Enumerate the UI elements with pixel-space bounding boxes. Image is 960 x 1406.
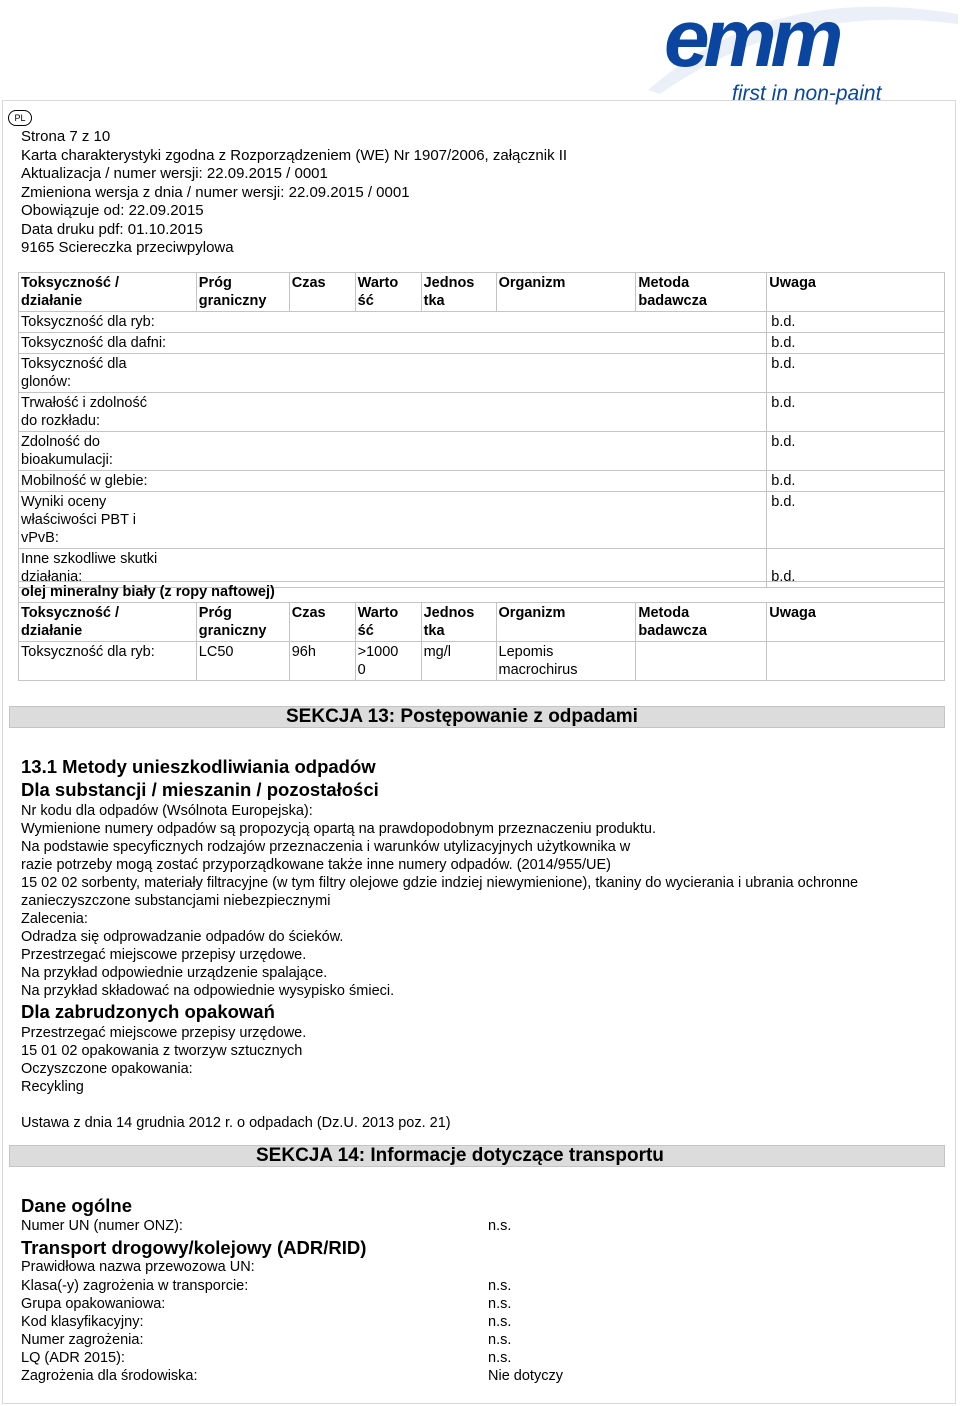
packaging-text-block: Przestrzegać miejscowe przepisy urzędowe. 15 01 02 opakowania z tworzyw sztucznych Oczyszczone opakowania: Recykling xyxy=(21,1025,307,1095)
print-date-line: Data druku pdf: 01.10.2015 xyxy=(21,220,203,238)
update-line: Aktualizacja / numer wersji: 22.09.2015 / 0001 xyxy=(21,165,328,182)
col-header-note: Uwaga xyxy=(767,273,945,312)
environmental-hazard-value: Nie dotyczy xyxy=(488,1368,563,1384)
table-header-row xyxy=(19,273,945,312)
hazard-class-label: Klasa(-y) zagrożenia w transporcie: xyxy=(21,1278,249,1294)
col-header-organism: Organizm xyxy=(496,273,636,312)
un-number-label: Numer UN (numer ONZ): xyxy=(21,1218,183,1234)
waste-act-reference: Ustawa z dnia 14 grudnia 2012 r. o odpadach (Dz.U. 2013 poz. 21) xyxy=(21,1115,451,1131)
general-data-title: Dane ogólne xyxy=(21,1195,133,1216)
table-row: Trwałość i zdolność do rozkładu: b.d. xyxy=(19,393,945,432)
col-header-unit: Jednos tka xyxy=(421,273,496,312)
product-name: 9165 Sciereczka przeciwpylowa xyxy=(21,239,234,256)
waste-text-block: Nr kodu dla odpadów (Wsólnota Europejska): Wymienione numery odpadów są propozycją opartą na prawdopodobnym przeznaczeniu produktu. Na podstawie specyficznych rodzajów przeznaczenia i warunków utylizacyjnych użytkownika w razie potrzeby mogą zostać przyporządkowane także inne numery odpadów. (2014/955/UE) 15 02 02 sorbenty, materiały filtracyjne (w tym filtry olejowe gdzie indziej niewymienione), tkaniny do wycierania i ubrania ochronne zanieczyszczone substancjami niebezpiecznymi Zalecenia: Odradza się odprowadzanie odpadów do ścieków. Przestrzegać miejscowe przepisy urzędowe. Na przykład odpowiednie urządzenie spalające. Na przykład składować na odpowiednie wysypisko śmieci. xyxy=(21,803,859,999)
table-row: Toksyczność dla ryb: LC50 96h >1000 0 mg/l Lepomis macrochirus xyxy=(19,642,945,681)
language-badge: PL xyxy=(8,110,32,126)
changed-line: Zmieniona wersja z dnia / numer wersji: 22.09.2015 / 0001 xyxy=(21,183,410,201)
col-header-effect: Toksyczność / działanie xyxy=(19,273,197,312)
shipping-name-label: Prawidłowa nazwa przewozowa UN: xyxy=(21,1259,255,1275)
logo-tagline: first in non-paint xyxy=(732,82,882,105)
table-row: Zdolność do bioakumulacji: b.d. xyxy=(19,432,945,471)
hazard-class-value: n.s. xyxy=(488,1278,512,1294)
emm-logo xyxy=(640,2,958,106)
table-caption: olej mineralny biały (z ropy naftowej) xyxy=(19,582,945,603)
logo-brand-text: emm xyxy=(664,2,838,84)
table-header-row: Toksyczność / działanie Próg graniczny Czas Warto ść Jednos tka Organizm Metoda badawcza Uwaga xyxy=(19,603,945,642)
mineral-oil-toxicity-table xyxy=(18,581,945,681)
table-row: Toksyczność dla dafni: b.d. xyxy=(19,333,945,354)
col-header-time: Czas xyxy=(289,273,355,312)
toxicity-table xyxy=(18,272,945,588)
section-14-title: SEKCJA 14: Informacje dotyczące transportu xyxy=(256,1145,664,1166)
packing-group-label: Grupa opakowaniowa: xyxy=(21,1296,166,1312)
subsection-packaging-title: Dla zabrudzonych opakowań xyxy=(21,1001,275,1022)
lq-label: LQ (ADR 2015): xyxy=(21,1350,125,1366)
table-row: Toksyczność dla glonów: b.d. xyxy=(19,354,945,393)
page-number: Strona 7 z 10 xyxy=(21,128,111,145)
table-row: Wyniki oceny właściwości PBT i vPvB: b.d. xyxy=(19,492,945,549)
un-number-value: n.s. xyxy=(488,1218,512,1234)
col-header-method: Metoda badawcza xyxy=(636,273,767,312)
classification-code-label: Kod klasyfikacyjny: xyxy=(21,1314,144,1330)
packing-group-value: n.s. xyxy=(488,1296,512,1312)
table-row: Mobilność w glebie: b.d. xyxy=(19,471,945,492)
table-row: Inne szkodliwe skutki działania: b.d. xyxy=(19,549,945,588)
subsection-substances-title: Dla substancji / mieszanin / pozostałości xyxy=(21,779,379,800)
document-header xyxy=(21,128,567,258)
col-header-value: Warto ść xyxy=(355,273,421,312)
environmental-hazard-label: Zagrożenia dla środowiska: xyxy=(21,1368,198,1384)
subsection-13-1-title: 13.1 Metody unieszkodliwiania odpadów xyxy=(21,756,376,777)
hazard-number-label: Numer zagrożenia: xyxy=(21,1332,144,1348)
col-header-threshold: Próg graniczny xyxy=(196,273,289,312)
regulation-line: Karta charakterystyki zgodna z Rozporządzeniem (WE) Nr 1907/2006, załącznik II xyxy=(21,146,568,164)
valid-from-line: Obowiązuje od: 22.09.2015 xyxy=(21,202,204,219)
hazard-number-value: n.s. xyxy=(488,1332,512,1348)
section-13-title: SEKCJA 13: Postępowanie z odpadami xyxy=(286,706,638,727)
classification-code-value: n.s. xyxy=(488,1314,512,1330)
lq-value: n.s. xyxy=(488,1350,512,1366)
road-transport-title: Transport drogowy/kolejowy (ADR/RID) xyxy=(21,1237,367,1258)
table-row: Toksyczność dla ryb: b.d. xyxy=(19,312,945,333)
